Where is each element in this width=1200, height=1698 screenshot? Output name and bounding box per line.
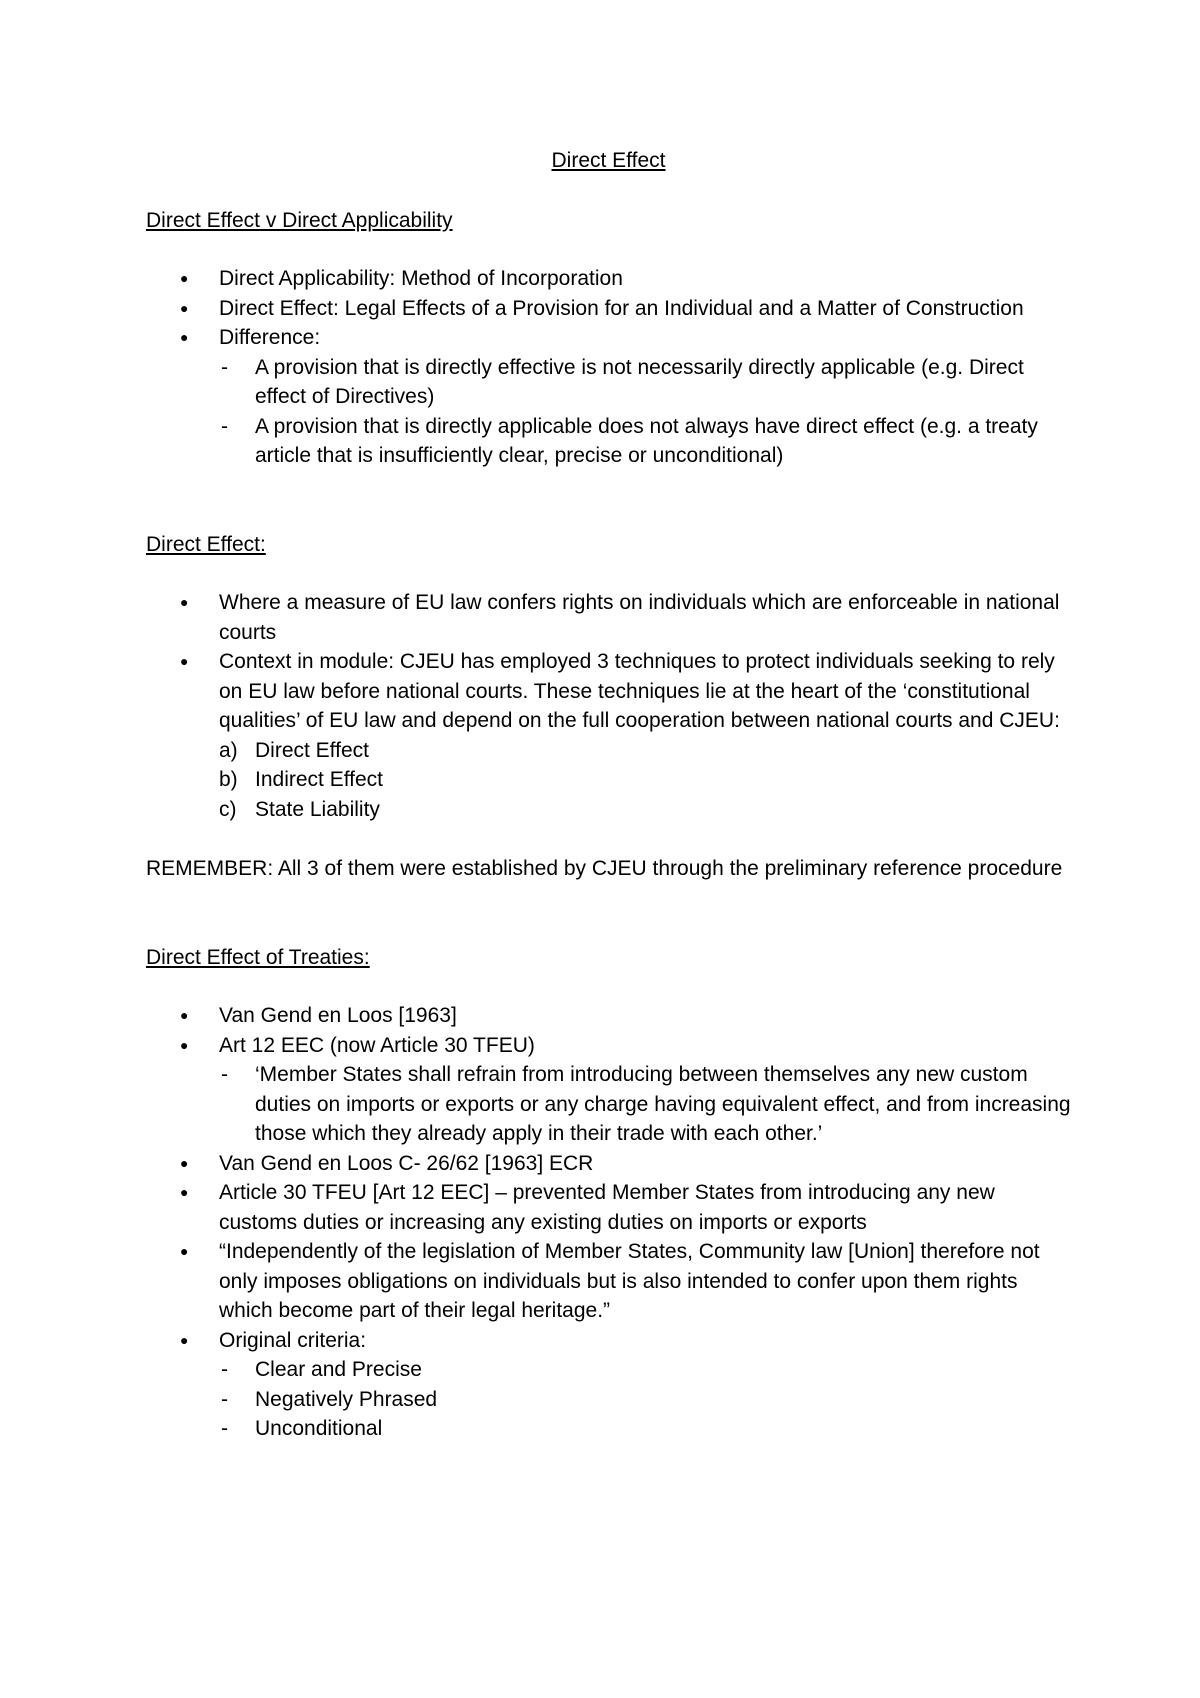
difference-sublist <box>219 353 1071 471</box>
dash-text: ‘Member States shall refrain from introducing between themselves any new custom duties on imports or exports or any charge having equivalent effect, and from increasing those which they already apply in their trade with each other.’ <box>255 1063 1071 1145</box>
dash-text: A provision that is directly applicable does not always have direct effect (e.g. a treaty article that is insufficiently clear, precise or unconditional) <box>255 414 1038 467</box>
list-marker: a) <box>219 738 238 762</box>
list-item <box>146 1149 1071 1179</box>
bullet-text: Context in module: CJEU has employed 3 techniques to protect individuals seeking to rely on EU law before national courts. These techniques lie at the heart of the ‘constitutional qualities’ of EU law and depend on the full cooperation between national courts and CJEU: <box>219 650 1060 732</box>
list-item <box>146 1237 1071 1326</box>
list-item <box>146 294 1071 324</box>
list-item <box>219 1355 1071 1385</box>
technique-text: State Liability <box>255 797 380 821</box>
dash-text: Negatively Phrased <box>255 1387 438 1411</box>
bullet-text: Difference: <box>219 326 321 349</box>
bullet-text: Van Gend en Loos C- 26/62 [1963] ECR <box>219 1151 594 1175</box>
list-marker: b) <box>219 768 238 791</box>
section3-bullet-list <box>146 1001 1071 1444</box>
document-content <box>146 146 1071 1444</box>
criteria-sublist <box>219 1355 1071 1444</box>
bullet-text: Van Gend en Loos [1963] <box>219 1004 457 1027</box>
dash-text: Clear and Precise <box>255 1358 422 1381</box>
list-item <box>146 1326 1071 1444</box>
bullet-text: Art 12 EEC (now Article 30 TFEU) <box>219 1033 535 1057</box>
remember-note: REMEMBER: All 3 of them were established by CJEU through the preliminary reference procedure <box>146 857 1063 880</box>
bullet-text: “Independently of the legislation of Member States, Community law [Union] therefore not only imposes obligations on individuals but is also intended to confer upon them rights which become part of their legal heritage.” <box>219 1240 1040 1322</box>
bullet-text: Where a measure of EU law confers rights on individuals which are enforceable in national courts <box>219 591 1060 644</box>
section-heading-direct-effect-v-applicability: Direct Effect v Direct Applicability <box>146 208 453 232</box>
list-item <box>219 795 1071 825</box>
bullet-text: Article 30 TFEU [Art 12 EEC] – prevented Member States from introducing any new customs duties or increasing any existing duties on imports or exports <box>219 1181 995 1234</box>
document-title: Direct Effect <box>551 149 666 172</box>
dash-text: Unconditional <box>255 1417 383 1440</box>
bullet-text: Original criteria: <box>219 1328 367 1352</box>
list-item <box>146 647 1071 824</box>
list-item <box>146 1031 1071 1149</box>
list-item <box>219 1385 1071 1415</box>
list-item <box>146 1001 1071 1031</box>
dash-text: A provision that is directly effective is not necessarily directly applicable (e.g. Direct effect of Directives) <box>255 355 1024 408</box>
art12-sublist <box>219 1060 1071 1149</box>
section-heading-direct-effect: Direct Effect: <box>146 532 266 556</box>
section1-bullet-list <box>146 264 1071 471</box>
bullet-text: Direct Effect: Legal Effects of a Provision for an Individual and a Matter of Construction <box>219 296 1024 320</box>
list-item <box>219 736 1071 766</box>
list-item <box>219 1414 1071 1444</box>
list-marker: c) <box>219 797 237 821</box>
techniques-list <box>219 736 1071 825</box>
technique-text: Indirect Effect <box>255 768 384 791</box>
list-item <box>219 1060 1071 1149</box>
list-item <box>219 765 1071 795</box>
list-item <box>219 353 1071 412</box>
list-item <box>146 323 1071 471</box>
list-item <box>146 588 1071 647</box>
list-item <box>146 264 1071 294</box>
section-heading-direct-effect-of-treaties: Direct Effect of Treaties: <box>146 945 370 969</box>
technique-text: Direct Effect <box>255 738 369 762</box>
list-item <box>219 412 1071 471</box>
list-item <box>146 1178 1071 1237</box>
section2-bullet-list <box>146 588 1071 824</box>
bullet-text: Direct Applicability: Method of Incorporation <box>219 267 623 290</box>
